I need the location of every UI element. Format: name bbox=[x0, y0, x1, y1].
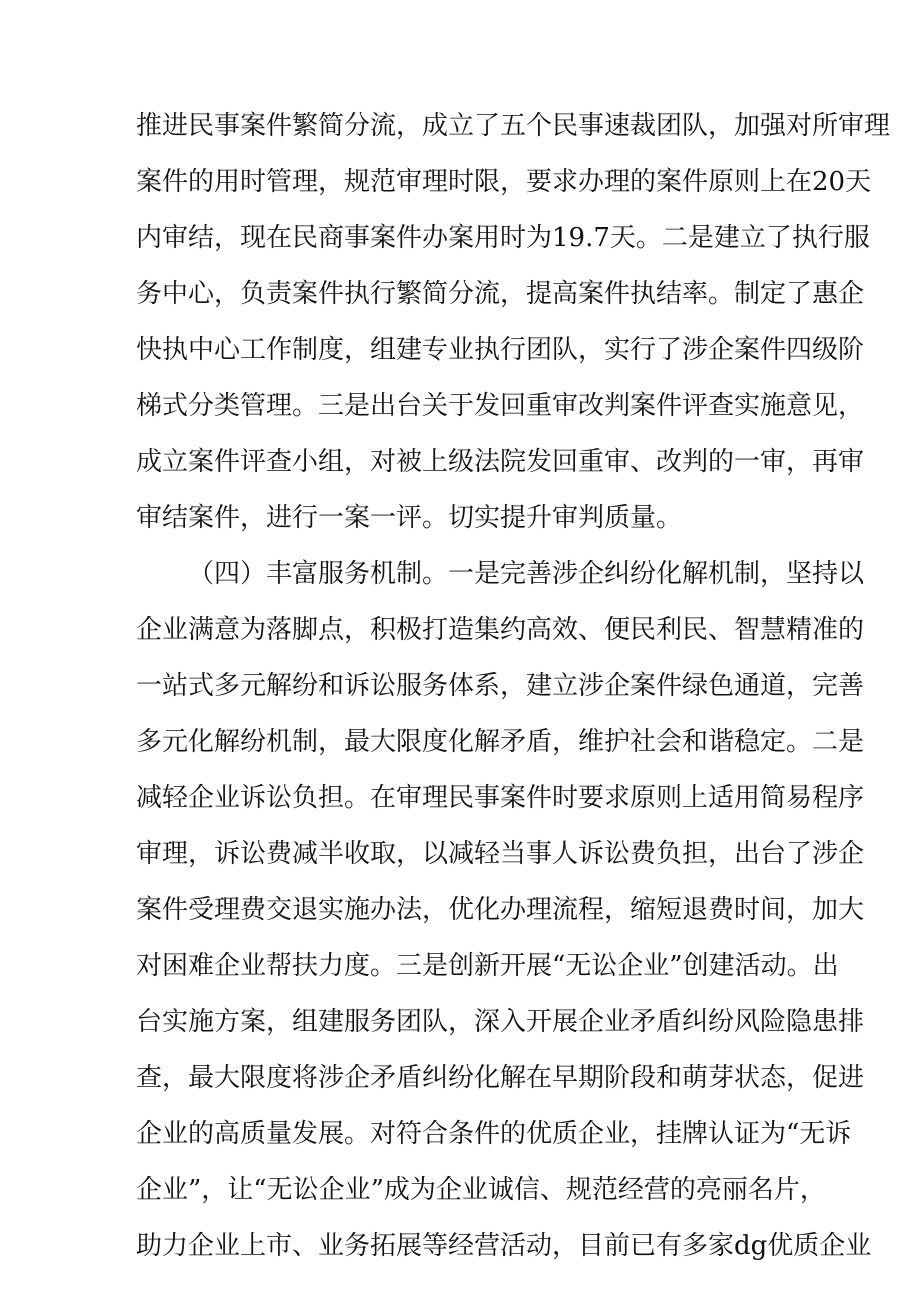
paragraph-line: 推进民事案件繁简分流，成立了五个民事速裁团队，加强对所审理 bbox=[136, 111, 891, 141]
paragraph-line: 梯式分类管理。三是出台关于发回重审改判案件评查实施意见， bbox=[136, 391, 865, 421]
paragraph-line: 内审结，现在民商事案件办案用时为19.7天。二是建立了执行服 bbox=[136, 223, 870, 253]
paragraph-line: 一站式多元解纷和诉讼服务体系，建立涉企案件绿色通道，完善 bbox=[136, 671, 865, 701]
paragraph-line: 快执中心工作制度，组建专业执行团队，实行了涉企案件四级阶 bbox=[136, 335, 865, 365]
paragraph-line: 企业”，让“无讼企业”成为企业诚信、规范经营的亮丽名片， bbox=[136, 1175, 826, 1205]
paragraph-line: 案件受理费交退实施办法，优化办理流程，缩短退费时间，加大 bbox=[136, 895, 865, 925]
paragraph-line: 助力企业上市、业务拓展等经营活动，目前已有多家dg优质企业 bbox=[136, 1231, 872, 1261]
section-heading-line: （四）丰富服务机制。一是完善涉企纠纷化解机制，坚持以 bbox=[188, 559, 865, 589]
paragraph-line: 务中心，负责案件执行繁简分流，提高案件执结率。制定了惠企 bbox=[136, 279, 865, 309]
paragraph-line: 成立案件评查小组，对被上级法院发回重审、改判的一审，再审 bbox=[136, 447, 865, 477]
paragraph-line: 对困难企业帮扶力度。三是创新开展“无讼企业”创建活动。出 bbox=[136, 951, 839, 981]
paragraph-line: 查，最大限度将涉企矛盾纠纷化解在早期阶段和萌芽状态，促进 bbox=[136, 1063, 865, 1093]
paragraph-line: 企业的高质量发展。对符合条件的优质企业，挂牌认证为“无诉 bbox=[136, 1119, 852, 1149]
paragraph-line: 审结案件，进行一案一评。切实提升审判质量。 bbox=[136, 503, 683, 533]
paragraph-line: 审理，诉讼费减半收取，以减轻当事人诉讼费负担，出台了涉企 bbox=[136, 839, 865, 869]
paragraph-line: 案件的用时管理，规范审理时限，要求办理的案件原则上在20天 bbox=[136, 167, 872, 197]
paragraph-line: 减轻企业诉讼负担。在审理民事案件时要求原则上适用简易程序 bbox=[136, 783, 865, 813]
paragraph-line: 台实施方案，组建服务团队，深入开展企业矛盾纠纷风险隐患排 bbox=[136, 1007, 865, 1037]
paragraph-line: 企业满意为落脚点，积极打造集约高效、便民利民、智慧精准的 bbox=[136, 615, 865, 645]
paragraph-line: 多元化解纷机制，最大限度化解矛盾，维护社会和谐稳定。二是 bbox=[136, 727, 865, 757]
